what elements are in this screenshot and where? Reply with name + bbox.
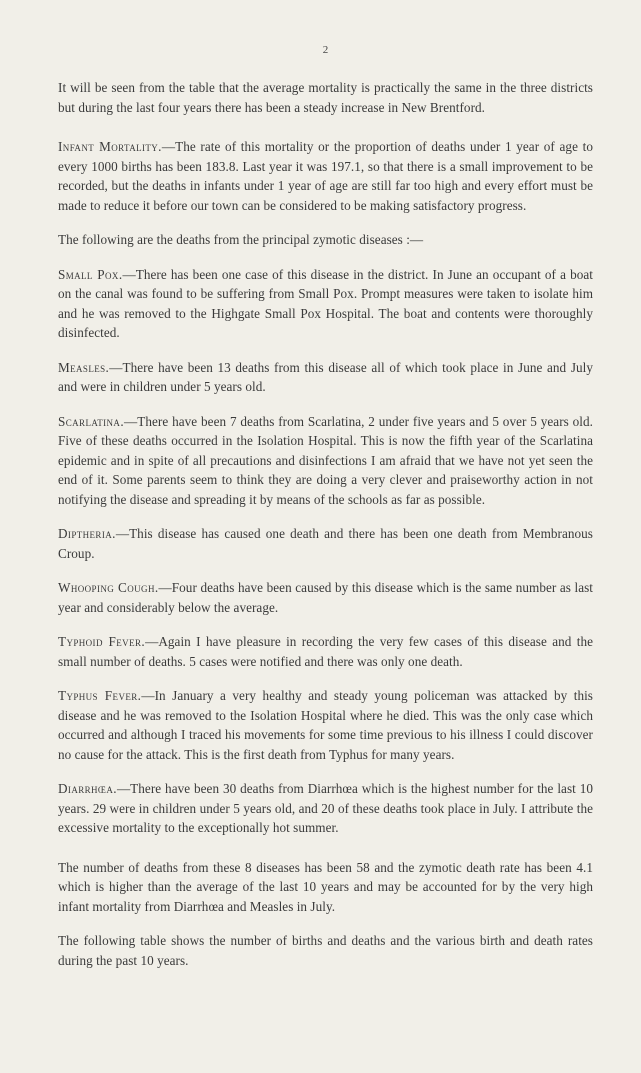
paragraph-text: It will be seen from the table that the average mortality is practically the same in the three districts but during the last four years there has been a steady increase in New Brentford. — [58, 80, 593, 115]
paragraph-text: —Again I have pleasure in recording the very few cases of this disease and the small number of deaths. 5 cases were notified and there was only one death. — [58, 634, 593, 669]
paragraph-text: —The rate of this mortality or the proportion of deaths under 1 year of age to every 1000 births has been 183.8. Last year it was 197.1, so that there is a small improvement to be recorded, but the deaths in infants under 1 year of age are still far too high and every effort must be made to reduce it before our town can be considered to be making satisfactory progress. — [58, 139, 593, 213]
section-heading: Diarrhœa. — [58, 781, 117, 796]
paragraph-table-intro — [58, 931, 593, 970]
section-heading: Typhoid Fever. — [58, 634, 146, 649]
paragraph-measles — [58, 358, 593, 397]
paragraph-text: —There have been 13 deaths from this disease all of which took place in June and July and were in children under 5 years old. — [58, 359, 593, 394]
section-heading: Measles. — [58, 359, 110, 375]
section-heading: Scarlatina. — [58, 413, 125, 429]
paragraph-text: —In January a very healthy and steady young policeman was attacked by this disease and he was removed to the Isolation Hospital where he died. This was the only case which occurred and although I traced his movements for some time previous to his illness I could discover no cause for the attack. This is the first death from Typhus for many years. — [58, 688, 593, 762]
paragraph-zymotic-intro — [58, 230, 593, 250]
section-heading: Whooping Cough. — [58, 580, 159, 595]
section-heading: Typhus Fever. — [58, 688, 142, 703]
paragraph-text: —There has been one case of this disease in the district. In June an occupant of a boat on the canal was found to be suffering from Small Pox. Prompt measures were taken to isolate him and he was removed to the Highgate Small Pox Hospital. The boat and contents were thoroughly disinfected. — [58, 266, 593, 340]
paragraph-diarrhoea — [58, 779, 593, 838]
paragraph-text: —Four deaths have been caused by this disease which is the same number as last year and considerably below the average. — [58, 580, 593, 615]
paragraph-text: The following are the deaths from the principal zymotic diseases :— — [58, 232, 424, 247]
paragraph-scarlatina — [58, 412, 593, 510]
paragraph-mortality-intro — [58, 78, 593, 117]
paragraph-small-pox — [58, 265, 593, 343]
paragraph-text: —This disease has caused one death and there has been one death from Membranous Croup. — [58, 526, 593, 561]
paragraph-text: —There have been 30 deaths from Diarrhœa which is the highest number for the last 10 years. 29 were in children under 5 years old, and 20 of these deaths took place in July. I attribute the excessive mortality to the exceptionally hot summer. — [58, 781, 593, 835]
paragraph-text: The number of deaths from these 8 diseases has been 58 and the zymotic death rate has been 4.1 which is higher than the average of the last 10 years and may be accounted for by the very high infant mortality from Diarrhœa and Measles in July. — [58, 859, 593, 914]
paragraph-infant-mortality — [58, 137, 593, 215]
paragraph-diptheria — [58, 524, 593, 563]
paragraph-whooping-cough — [58, 578, 593, 617]
paragraph-text: —There have been 7 deaths from Scarlatina, 2 under five years and 5 over 5 years old. Five of these deaths occurred in the Isolation Hospital. This is now the fifth year of the Scarlatina epidemic and in spite of all precautions and disinfections I am afraid that we have not yet seen the end of it. Some parents seem to think they are doing a very clever and praiseworthy action in not notifying the disease and spreading it by means of the schools as far as possible. — [58, 413, 593, 507]
page-number: 2 — [322, 44, 329, 56]
section-heading: Diptheria. — [58, 526, 116, 541]
paragraph-text: The following table shows the number of births and deaths and the various birth and death rates during the past 10 years. — [58, 933, 593, 968]
section-heading: Small Pox. — [58, 266, 123, 282]
paragraph-typhoid-fever — [58, 632, 593, 671]
paragraph-typhus-fever — [58, 686, 593, 764]
section-heading: Infant Mortality. — [58, 139, 162, 154]
paragraph-zymotic-summary — [58, 858, 593, 917]
